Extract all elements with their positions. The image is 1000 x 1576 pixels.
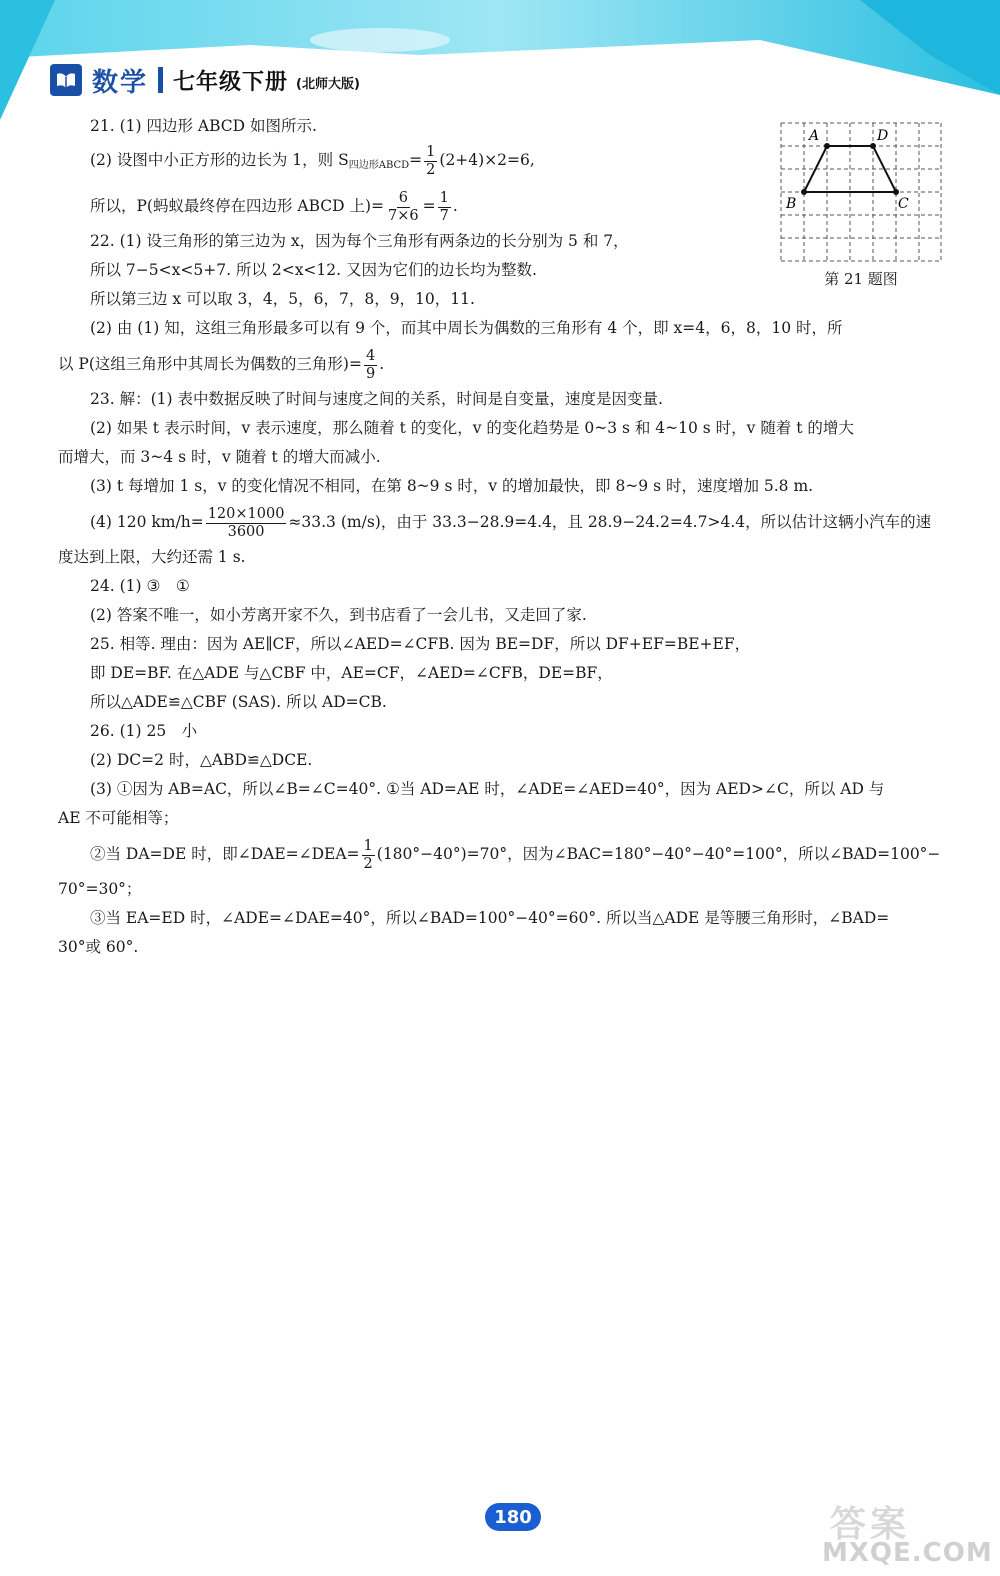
label-B: B	[786, 196, 797, 212]
q25-line1: 25. 相等. 理由：因为 AE∥CF，所以∠AED=∠CFB. 因为 BE=DF，所以 DF+EF=BE+EF，	[90, 635, 751, 653]
answer-content	[58, 112, 953, 962]
label-A: A	[809, 128, 820, 144]
q26-line8: 30°或 60°.	[58, 938, 139, 956]
q21-line2: (2) 设图中小正方形的边长为 1，则 $S_{四边形ABCD}=$ $\frac{1}{2}$ (2+4)×2=6,	[90, 143, 535, 178]
figure-caption: 第 21 题图	[824, 270, 898, 288]
q23-line5: (4) 120 km/h= $\frac{120\times 1000}{3600}$ ≈33.3 (m/s)，由于 33.3−28.9=4.4，且 28.9−24.2=4.7>4.4，所以估计这辆小汽车的速	[90, 505, 932, 540]
q25-line3: 所以△ADE≌△CBF (SAS). 所以 AD=CB.	[90, 693, 387, 711]
watermark-line2: MXQE.COM	[822, 1538, 993, 1568]
q22-line2: 所以 7−5<x<5+7. 所以 2<x<12. 又因为它们的边长均为整数.	[90, 261, 537, 279]
q21-line1: 21. (1) 四边形 ABCD 如图所示.	[90, 117, 317, 135]
q26-line6: 70°=30°；	[58, 880, 142, 898]
q26-line3: (3) ①因为 AB=AC，所以∠B=∠C=40°. ①当 AD=AE 时，∠ADE=∠AED=40°，因为 AED>∠C，所以 AD 与	[90, 780, 885, 798]
q23-line4: (3) t 每增加 1 s，v 的变化情况不相同，在第 8~9 s 时，v 的增加最快，即 8~9 s 时，速度增加 5.8 m.	[90, 477, 814, 495]
q23-line3: 而增大，而 3~4 s 时，v 随着 t 的增大而减小.	[58, 448, 381, 466]
q21-line3: 所以，P(蚂蚁最终停在四边形 ABCD 上)= $\frac{6}{7\times 6}$ = $\frac{1}{7}$ .	[90, 189, 458, 224]
page-number: 180	[485, 1503, 541, 1531]
label-D: D	[877, 128, 889, 144]
q26-line4: AE 不可能相等；	[58, 809, 179, 827]
edition-label: (北师大版)	[296, 76, 360, 92]
q22-line4: (2) 由 (1) 知，这组三角形最多可以有 9 个，而其中周长为偶数的三角形有 4 个，即 x=4，6，8，10 时，所	[90, 319, 843, 337]
q25-line2: 即 DE=BF. 在△ADE 与△CBF 中，AE=CF，∠AED=∠CFB，DE=BF，	[90, 664, 613, 682]
header-separator	[158, 67, 163, 93]
q24-line1: 24. (1) ③ ①	[90, 577, 190, 595]
q26-line5: ②当 DA=DE 时，即∠DAE=∠DEA= $\frac{1}{2}$ (180°−40°)=70°，因为∠BAC=180°−40°−40°=100°，所以∠BAD=100°−	[90, 837, 941, 872]
label-C: C	[898, 196, 909, 212]
subject-title: 数学	[92, 67, 149, 98]
q22-line1: 22. (1) 设三角形的第三边为 x，因为每个三角形有两条边的长分别为 5 和 7，	[90, 232, 629, 250]
site-watermark	[818, 1494, 993, 1572]
grade-title: 七年级下册	[173, 69, 289, 95]
page-header	[50, 60, 360, 100]
q22-line5: 以 P(这组三角形中其周长为偶数的三角形)= $\frac{4}{9}$ .	[58, 347, 385, 382]
q22-line3: 所以第三边 x 可以取 3，4，5，6，7，8，9，10，11.	[90, 290, 475, 308]
q23-line2: (2) 如果 t 表示时间，v 表示速度，那么随着 t 的变化，v 的变化趋势是 0~3 s 和 4~10 s 时，v 随着 t 的增大	[90, 419, 854, 437]
q23-line6: 度达到上限，大约还需 1 s.	[58, 548, 246, 566]
q26-line1: 26. (1) 25 小	[90, 722, 198, 740]
q24-line2: (2) 答案不唯一，如小芳离开家不久，到书店看了一会儿书，又走回了家.	[90, 606, 587, 624]
q26-line2: (2) DC=2 时，△ABD≌△DCE.	[90, 751, 313, 769]
watermark-line1: 答案	[830, 1504, 911, 1545]
q26-line7: ③当 EA=ED 时，∠ADE=∠DAE=40°，所以∠BAD=100°−40°=60°. 所以当△ADE 是等腰三角形时，∠BAD=	[90, 909, 890, 927]
book-logo-icon	[50, 64, 82, 96]
q23-line1: 23. 解：(1) 表中数据反映了时间与速度之间的关系，时间是自变量，速度是因变量.	[90, 390, 663, 408]
